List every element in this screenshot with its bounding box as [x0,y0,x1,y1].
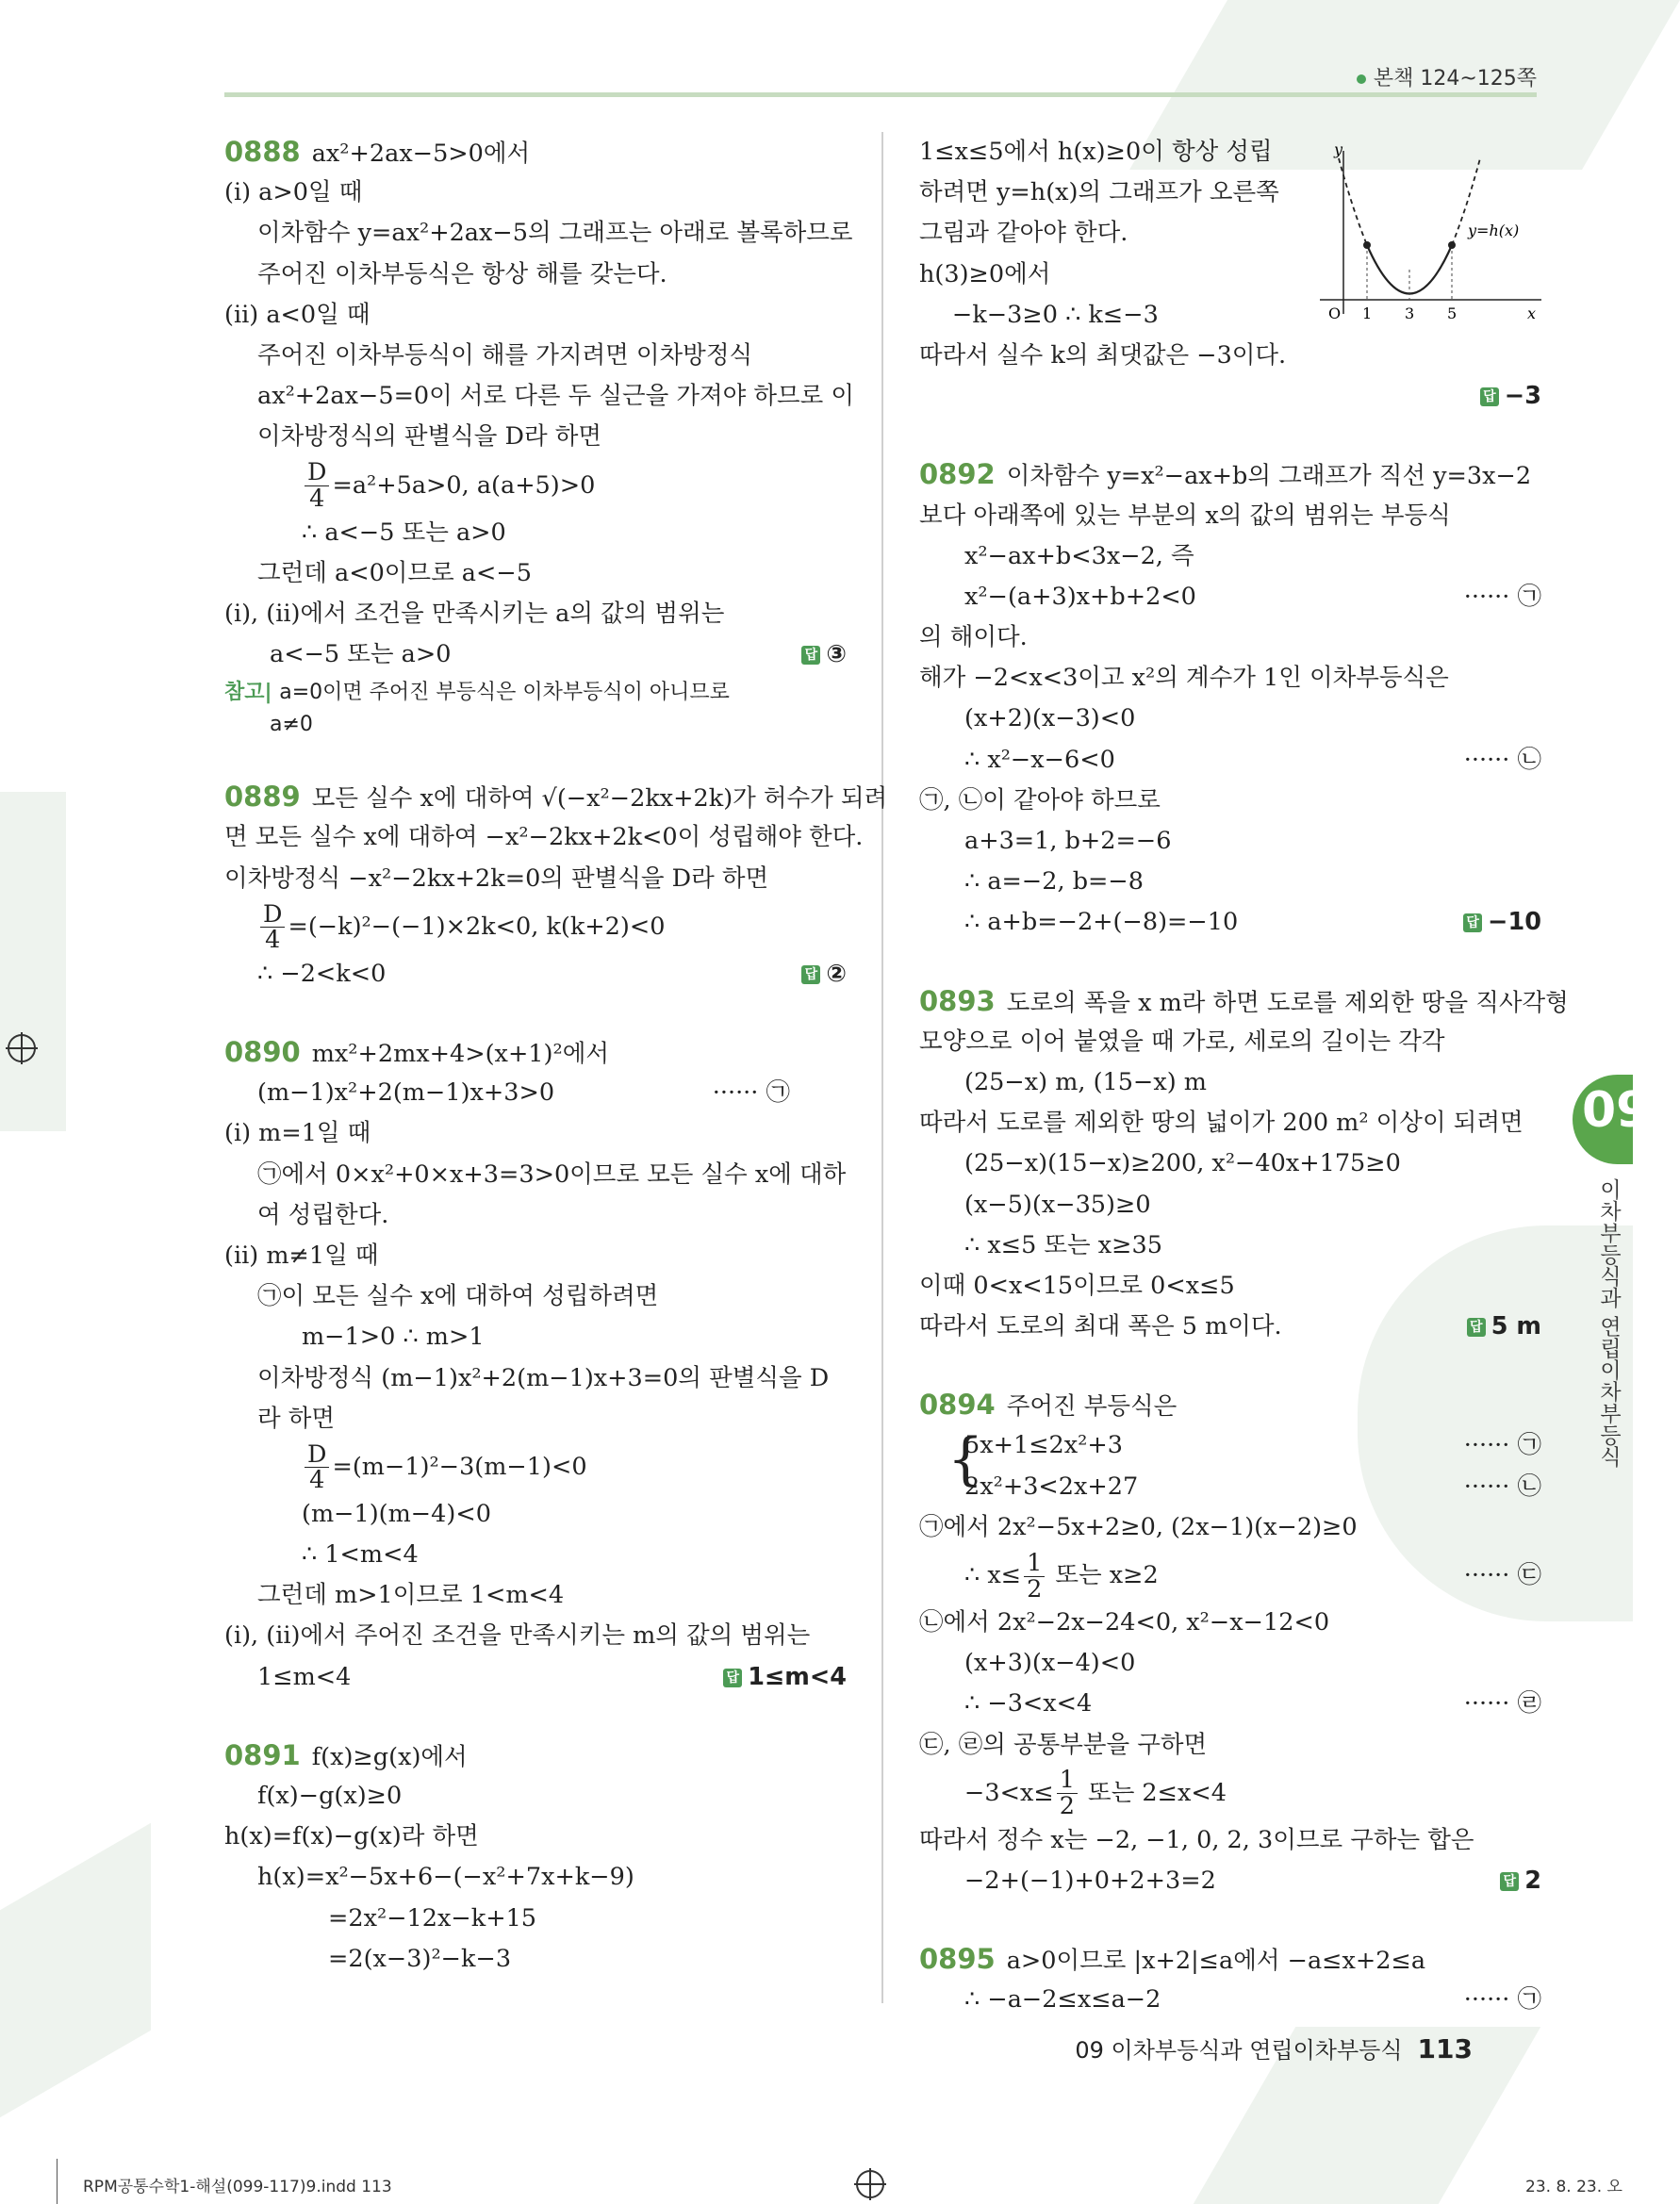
problem-0895: 0895 a>0이므로 |x+2|≤a에서 −a≤x+2≤a ∴ −a−2≤x≤a−2 ······ ㉠ [919,1943,1541,2015]
registration-mark-icon [8,1034,36,1062]
point-x5 [1448,241,1456,249]
answer-badge: 답 −10 [1463,902,1541,943]
answer-icon: 답 [801,646,820,665]
point-x1 [1363,241,1371,249]
origin-label: O [1328,304,1342,322]
problem-0888: 0888 ax²+2ax−5>0에서 (ⅰ) a>0일 때 이차함수 y=ax²+2ax−5의 그래프는 아래로 볼록하므로 주어진 이차부등식은 항상 해를 갖는다. (ⅱ) a<0일 때 주어진 이차부등식이 해를 가지려면 이차방정식 ax²+2ax−5=0이 서로 다른 두 실근을 가져야 하므로 이 이차방정식의 판별식을 D라 하면 $\frac{D}{4}$ =a²+5a>0, a(a+5)>0 ∴ a<−5 또는 a>0 그런데 a<0이므로 a<−5 (ⅰ), (ⅱ)에서 조건을 만족시키는 a의 값의 범위는 a<−5 또는 a>0 답 ③ 참고| a=0이면 주어진 부등식은 이차부등식이 아니므로 a≠0 [224,136,855,737]
problem-number: 0890 [224,1036,301,1068]
answer-badge: 답 2 [1500,1861,1541,1901]
fraction: $\frac{D}{4}$ [305,460,329,512]
problem-0894: 0894 주어진 부등식은 { 5x+1≤2x²+3 ······ ㉠ 2x²+3<2x+27 ······ ㉡ ㉠에서 2x²−5x+2≥0, (2x−1)(x−2)≥0 ∴ x≤ $\frac{1}{2}$ 또는 x≥2 ······ ㉢ ㉡에서 2x²−2x−24<0, x²−x−12<0 (x+3)(x−4)<0 ∴ −3<x<4 ······ ㉣ ㉢, ㉣의 공통부분을 구하면 −3<x≤ $\frac{1}{2}$ 또는 2≤x<4 따라서 정수 x는 −2, −1, 0, 2, 3이므로 구하는 합은 −2+(−1)+0+2+3=2 답 2 [919,1385,1541,1901]
answer-badge: 답 ② [801,954,847,995]
problem-number: 0888 [224,136,301,168]
page-number: 113 [1417,2033,1473,2064]
crop-line [57,2159,58,2204]
problem-0891-continued: 1≤x≤5에서 h(x)≥0이 항상 성립 하려면 y=h(x)의 그래프가 오른쪽 그림과 같아야 한다. h(3)≥0에서 −k−3≥0 ∴ k≤−3 따라서 실수 k의 최댓값은 −3이다. 답 −3 [919,132,1541,417]
page-footer [1075,2031,1473,2064]
tick-label-3: 3 [1405,304,1415,322]
x-axis-label: x [1527,304,1537,322]
chapter-tab-number: 09 [1582,1082,1651,1139]
header-reference: 본책 124~125쪽 [1357,62,1537,91]
y-axis-label: y [1334,140,1343,158]
bullet-dot-icon [1357,74,1366,84]
footer-chapter: 09 이차부등식과 연립이차부등식 [1075,2037,1403,2064]
answer-icon: 답 [1463,913,1482,932]
answer-badge: 답 −3 [1480,376,1541,417]
fraction: $\frac{D}{4}$ [260,902,285,954]
answer-icon: 답 [1467,1318,1486,1337]
problem-number: 0891 [224,1738,301,1771]
print-slug-file: RPM공통수학1-해설(099-117)9.indd 113 [83,2178,392,2196]
tick-label-5: 5 [1447,304,1458,322]
problem-0892: 0892 이차함수 y=x²−ax+b의 그래프가 직선 y=3x−2 보다 아래쪽에 있는 부분의 x의 값의 범위는 부등식 x²−ax+b<3x−2, 즉 x²−(a+3)x+b+2<0 ······ ㉠ 의 해이다. 해가 −2<x<3이고 x²의 계수가 1인 이차부등식은 (x+2)(x−3)<0 ∴ x²−x−6<0 ······ ㉡ ㉠, ㉡이 같아야 하므로 a+3=1, b+2=−6 ∴ a=−2, b=−8 ∴ a+b=−2+(−8)=−10 답 −10 [919,454,1541,943]
parabola-graph [1315,140,1546,328]
answer-icon: 답 [723,1669,742,1687]
tick-label-1: 1 [1362,304,1373,322]
problem-number: 0893 [919,984,996,1017]
fraction: $\frac{D}{4}$ [305,1442,329,1494]
print-slug-date: 23. 8. 23. 오 [1525,2178,1622,2196]
fraction: $\frac{1}{2}$ [1057,1768,1078,1819]
problem-number: 0894 [919,1389,996,1422]
curve-solid [1367,245,1452,294]
problem-number: 0892 [919,458,996,491]
problem-0889: 0889 모든 실수 x에 대하여 √(−x²−2kx+2k)가 허수가 되려 면 모든 실수 x에 대하여 −x²−2kx+2k<0이 성립해야 한다. 이차방정식 −x²−2kx+2k=0의 판별식을 D라 하면 $\frac{D}{4}$ =(−k)²−(−1)×2k<0, k(k+2)<0 ∴ −2<k<0 답 ② [224,777,847,995]
problem-0893: 0893 도로의 폭을 x m라 하면 도로를 제외한 땅을 직사각형 모양으로 이어 붙였을 때 가로, 세로의 길이는 각각 (25−x) m, (15−x) m 따라서 도로를 제외한 땅의 넓이가 200 m² 이상이 되려면 (25−x)(15−x)≥200, x²−40x+175≥0 (x−5)(x−35)≥0 ∴ x≤5 또는 x≥35 이때 0<x<15이므로 0<x≤5 따라서 도로의 최대 폭은 5 m이다. 답 5 m [919,981,1541,1348]
curve-label: y=h(x) [1468,222,1520,239]
column-divider [881,132,883,2003]
answer-badge: 답 ③ [801,634,847,675]
left-column [224,132,888,1980]
right-column [919,132,1569,2021]
top-rule [224,92,1537,97]
fraction: $\frac{1}{2}$ [1024,1551,1045,1603]
answer-badge: 답 5 m [1467,1307,1541,1347]
problem-0891: 0891 f(x)≥g(x)에서 f(x)−g(x)≥0 h(x)=f(x)−g(x)라 하면 h(x)=x²−5x+6−(−x²+7x+k−9) =2x²−12x−k+15 =2(x−3)²−k−3 [224,1738,634,1973]
answer-icon: 답 [801,965,820,984]
chapter-tab-title: 이차부등식과 연립이차부등식 [1596,1178,1621,1468]
problem-0890: 0890 mx²+2mx+4>(x+1)²에서 (m−1)x²+2(m−1)x+3>0 ······ ㉠ (ⅰ) m=1일 때 ㉠에서 0×x²+0×x+3=3>0이므로 모든 실수 x에 대하 여 성립한다. (ⅱ) m≠1일 때 ㉠이 모든 실수 x에 대하여 성립하려면 m−1>0 ∴ m>1 이차방정식 (m−1)x²+2(m−1)x+3=0의 판별식을 D 라 하면 $\frac{D}{4}$ =(m−1)²−3(m−1)<0 (m−1)(m−4)<0 ∴ 1<m<4 그런데 m>1이므로 1<m<4 (ⅰ), (ⅱ)에서 주어진 조건을 만족시키는 m의 값의 범위는 1≤m<4 답 1≤m<4 [224,1032,847,1698]
problem-number: 0895 [919,1943,996,1976]
answer-icon: 답 [1500,1872,1519,1891]
problem-number: 0889 [224,781,301,814]
answer-icon: 답 [1480,387,1499,406]
system-brace: { [947,1426,984,1493]
registration-mark-icon [856,2170,884,2198]
answer-badge: 답 1≤m<4 [723,1657,847,1698]
